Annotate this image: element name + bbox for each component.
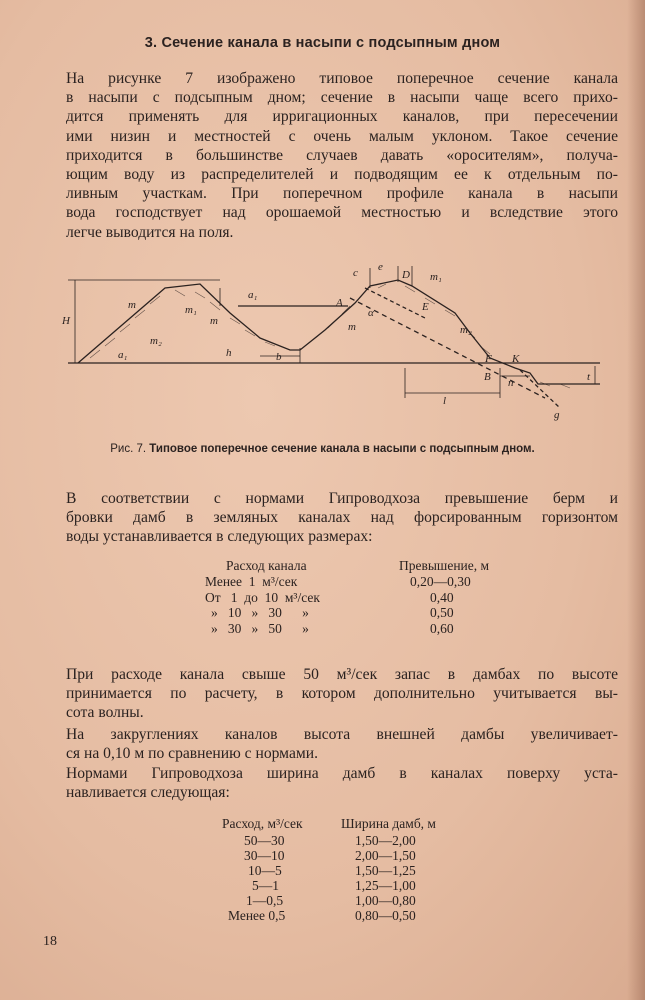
label-m1-left: m₁ xyxy=(185,304,197,316)
table2-row-width: 2,00—1,50 xyxy=(355,848,416,863)
label-c: c xyxy=(353,267,358,279)
label-g: g xyxy=(554,409,560,421)
table2-row-width: 1,50—1,25 xyxy=(355,863,416,878)
label-D: D xyxy=(402,269,410,281)
curve-paragraph xyxy=(66,725,618,763)
table1-row-flow: От 1 до 10 м³/сек xyxy=(205,590,320,605)
text-line: Нормами Гипроводхоза ширина дамб в каналах поверху уста- xyxy=(66,765,618,782)
label-K: K xyxy=(512,353,520,365)
text-line: навливается следующая: xyxy=(66,784,230,802)
table2-row-flow: 1—0,5 xyxy=(246,893,284,908)
table2-row-width: 0,80—0,50 xyxy=(355,908,416,923)
flow-paragraph xyxy=(66,665,618,723)
table1-header-excess: Превышение, м xyxy=(399,558,490,573)
label-B: B xyxy=(484,371,491,383)
label-m2-left: m₂ xyxy=(150,335,162,347)
canal-cross-section-diagram xyxy=(60,258,600,423)
text-line: бровки дамб в земляных каналах над форсированным горизонтом xyxy=(66,509,618,527)
table1-row-excess: 0,20—0,30 xyxy=(410,574,471,589)
table2-header-width: Ширина дамб, м xyxy=(341,816,436,831)
label-e: e xyxy=(378,261,383,273)
table1-row-flow: Менее 1 м³/сек xyxy=(205,574,298,589)
figure-caption xyxy=(0,443,645,455)
label-m1-right: m₁ xyxy=(430,271,442,283)
table1-row-flow: » 10 » 30 » xyxy=(211,605,309,620)
text-line: дится применять для ирригационных каналов, при пересечении xyxy=(66,108,618,126)
section-heading: 3. Сечение канала в насыпи с подсыпным дном xyxy=(144,35,501,51)
table2-row-width: 1,00—0,80 xyxy=(355,893,416,908)
table1-header-flow: Расход канала xyxy=(226,558,307,573)
table1-row-excess: 0,50 xyxy=(430,605,454,620)
text-line: ливным участкам. При поперечном профиле канала в насыпи xyxy=(66,185,618,203)
label-A: A xyxy=(336,297,343,309)
label-E: E xyxy=(422,301,429,313)
table2-row-width: 1,50—2,00 xyxy=(355,833,416,848)
table2-row-flow: 10—5 xyxy=(248,863,282,878)
label-m-right: m xyxy=(348,321,356,333)
label-alpha: α xyxy=(368,307,374,319)
text-line: вода господствует над орошаемой местностью и вследствие этого xyxy=(66,204,618,222)
text-line: принимается по расчету, в котором дополнительно учитывается вы- xyxy=(66,685,618,703)
embankment-outline xyxy=(78,280,600,384)
label-F: F xyxy=(485,353,492,365)
table1-row-excess: 0,60 xyxy=(430,621,454,636)
text-line: При расходе канала свыше 50 м³/сек запас в дамбах по высоте xyxy=(66,666,618,683)
table1-row-flow: » 30 » 50 » xyxy=(211,621,309,636)
label-h: h xyxy=(226,347,232,359)
label-m-mid: m xyxy=(210,315,218,327)
table2-row-width: 1,25—1,00 xyxy=(355,878,416,893)
text-line: ими низин и местностей с очень малым уклоном. Такое сечение xyxy=(66,127,618,145)
label-H: H xyxy=(62,315,70,327)
caption-text: Типовое поперечное сечение канала в насыпи с подсыпным дном. xyxy=(149,443,535,455)
table2-header-flow: Расход, м³/сек xyxy=(222,816,303,831)
label-m-left: m xyxy=(128,299,136,311)
label-n: n xyxy=(508,377,514,389)
text-line: На закруглениях каналов высота внешней дамбы увеличивает- xyxy=(66,726,618,743)
text-line: легче выводится на поля. xyxy=(66,223,234,241)
label-a1-left: a₁ xyxy=(118,349,128,361)
intro-paragraph xyxy=(66,69,618,242)
label-m2-right: m₂ xyxy=(460,324,472,336)
page-edge-shadow xyxy=(627,0,645,1000)
table2-row-flow: Менее 0,5 xyxy=(228,908,286,923)
label-b: b xyxy=(276,351,282,363)
text-line: сота волны. xyxy=(66,704,144,722)
text-line: приходится в большинстве случаев давать «оросителям», получа- xyxy=(66,146,618,164)
label-t: t xyxy=(587,371,591,383)
text-line: ющим воду из распределителей и подводящим ее к отдельным по- xyxy=(66,166,618,184)
text-line: ся на 0,10 м по сравнению с нормами. xyxy=(66,745,318,763)
phreatic-line xyxy=(350,298,545,398)
label-a1-top: a₁ xyxy=(248,289,258,301)
table2-row-flow: 30—10 xyxy=(244,848,285,863)
text-line: в насыпи с подсыпным дном; сечение в насыпи чаще всего прихо- xyxy=(66,89,618,107)
text-line: На рисунке 7 изображено типовое поперечное сечение канала xyxy=(66,70,618,87)
table2-row-flow: 50—30 xyxy=(244,833,285,848)
table1-row-excess: 0,40 xyxy=(430,590,454,605)
norms-paragraph xyxy=(66,489,618,547)
text-line: В соответствии с нормами Гипроводхоза превышение берм и xyxy=(66,490,618,507)
text-line: воды устанавливается в следующих размерах: xyxy=(66,528,373,546)
caption-prefix: Рис. 7. xyxy=(110,443,147,455)
width-paragraph xyxy=(66,764,618,802)
page-number: 18 xyxy=(43,934,57,949)
label-l: l xyxy=(443,395,447,407)
table2-row-flow: 5—1 xyxy=(252,878,279,893)
